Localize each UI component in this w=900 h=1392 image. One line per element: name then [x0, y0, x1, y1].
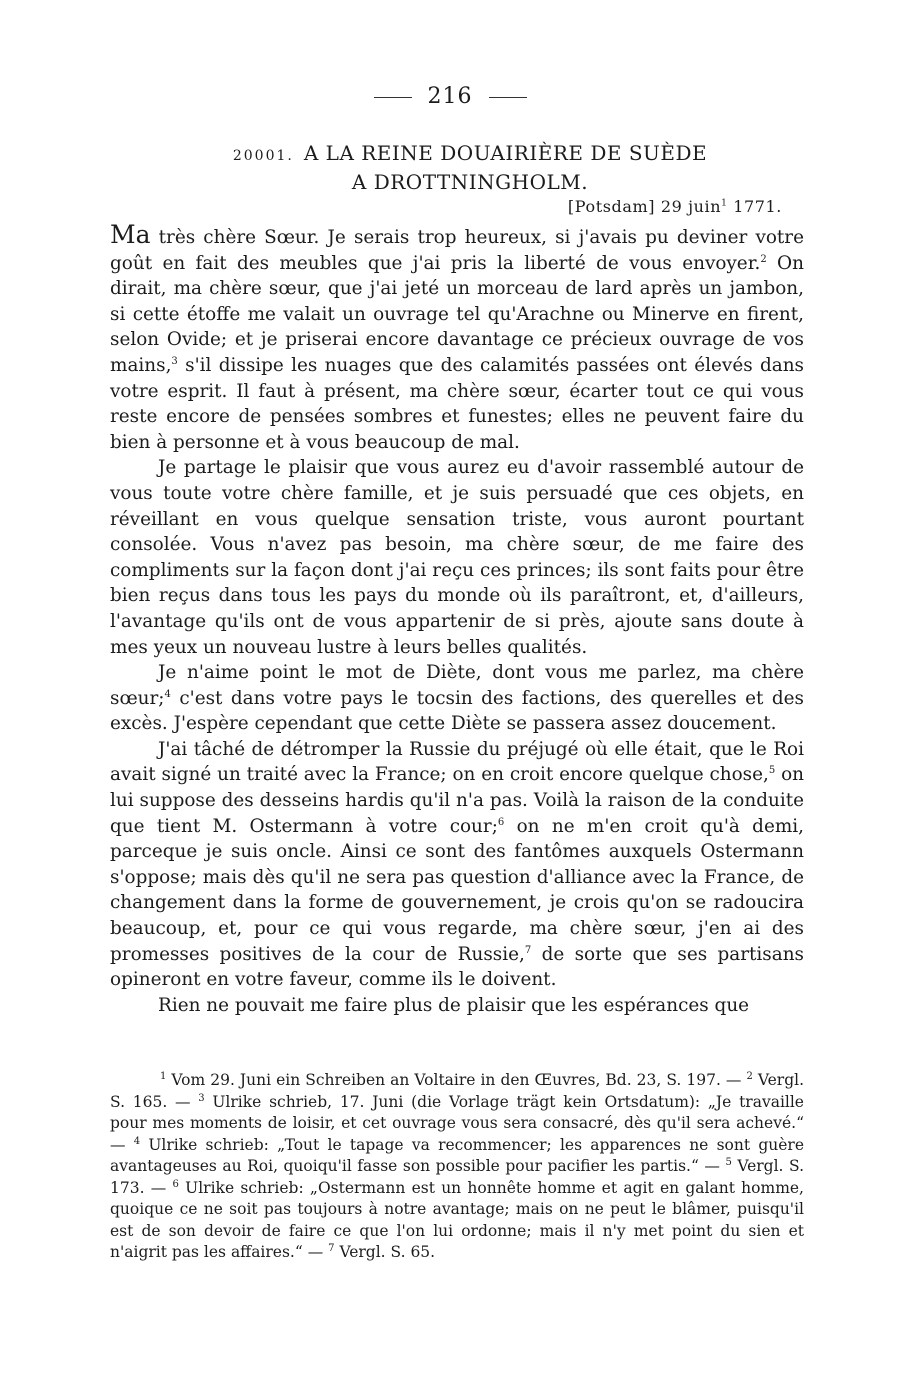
rule-left: [374, 97, 412, 98]
footnotes: [110, 1070, 804, 1264]
text-run: on ne m'en croit qu'à demi, parceque je suis oncle. Ainsi ce sont des fantômes auxquels Ostermann s'oppose; mais dès qu'il ne sera pas question d'alliance avec la France, de changement dans la forme de gouvernement, je crois qu'on se radoucira beaucoup, et, pour ce qui vous regarde, ma chère sœur, j'en ai des promesses positives de la cour de Russie,: [110, 815, 805, 965]
footnote-text: Ulrike schrieb: „Tout le tapage va recommencer; les apparences ne sont guère avantageuses au Roi, quoiqu'il fasse son possible pour pacifier les partis.“ —: [110, 1135, 804, 1175]
paragraph-2: Je partage le plaisir que vous aurez eu d'avoir rassemblé autour de vous toute votre chère famille, et je suis persuadé que ces objets, en réveillant en vous quelque sensation triste, vous auront pourtant consolée. Vous n'avez pas besoin, ma chère sœur, de me faire des compliments sur la façon dont j'ai reçu ces princes; ils sont faits pour être bien reçus dans tous les pays du monde où ils paraîtront, et, d'ailleurs, l'avantage qu'ils ont de vous appartenir de si près, ajoute sans doute à mes yeux un nouveau lustre à leurs belles qualités.: [110, 457, 804, 658]
text-run: on lui suppose des desseins hardis qu'il n'a pas. Voilà la raison de la conduite que tient M. Ostermann à votre cour;: [110, 764, 805, 837]
letter-body: [110, 222, 804, 1018]
text-run: J'ai tâché de détromper la Russie du préjugé où elle était, que le Roi avait signé un traité avec la France; on en croit encore quelque chose,: [110, 738, 804, 786]
paragraph-5: Rien ne pouvait me faire plus de plaisir que les espérances que: [158, 994, 750, 1016]
text-run: On dirait, ma chère sœur, que j'ai jeté un morceau de lard après un jambon, si cette étoffe me valait un ouvrage tel qu'Arachne ou Minerve en firent, selon Ovide; et je priserai encore davantage ce précieux ouvrage de vos mains,: [110, 252, 804, 376]
footnote-ref: 2: [760, 253, 767, 265]
page-number: [0, 84, 900, 109]
footnote-mark: 4: [133, 1135, 141, 1147]
footnote-mark: 2: [746, 1070, 753, 1082]
footnote-text: Vergl. S. 165. —: [110, 1071, 804, 1111]
footnote-mark: 3: [198, 1092, 205, 1104]
text-run: Je n'aime point le mot de Diète, dont vous me parlez, ma chère sœur;: [110, 662, 804, 709]
heading-title-1: A LA REINE DOUAIRIÈRE DE SUÈDE: [303, 141, 708, 165]
footnote-ref: 4: [164, 688, 171, 700]
text-run: de sorte que ses partisans opineront en votre faveur, comme ils le doivent.: [110, 943, 804, 991]
footnote-text: Vergl. S. 173. —: [110, 1157, 804, 1197]
footnote-ref: 1: [721, 198, 728, 209]
letter-heading: [120, 140, 820, 195]
footnote-block: [110, 1070, 804, 1264]
footnote-text: Vom 29. Juni ein Schreiben an Voltaire in den Œuvres, Bd. 23, S. 197. —: [166, 1071, 747, 1089]
dateline-year: 1771.: [733, 197, 782, 216]
footnote-text: Vergl. S. 65.: [334, 1243, 436, 1261]
footnote-ref: 7: [524, 944, 532, 956]
footnote-mark: 6: [172, 1178, 179, 1190]
dateline: [568, 197, 782, 216]
footnote-ref: 6: [497, 816, 505, 828]
letter-number: 20001.: [232, 148, 294, 164]
paragraph-3: [110, 660, 804, 737]
dateline-date: 29 juin: [660, 197, 722, 216]
footnote-ref: 3: [171, 355, 178, 367]
footnote-mark: 7: [328, 1242, 335, 1254]
heading-title-2: A DROTTNINGHOLM.: [351, 170, 589, 194]
dateline-place: [Potsdam]: [567, 197, 656, 216]
footnote-ref: 5: [768, 765, 776, 777]
rule-right: [489, 97, 527, 98]
text-run: c'est dans votre pays le tocsin des factions, des querelles et des excès. J'espère cependant que cette Diète se passera assez doucement.: [110, 687, 804, 735]
text-run: s'il dissipe les nuages que des calamités passées ont élevés dans votre esprit. Il faut à présent, ma chère sœur, écarter tout ce qui vous reste encore de pensées sombres et funestes; elles ne peuvent faire du bien à personne et à vous beaucoup de mal.: [110, 354, 804, 453]
initial-letters: Ma: [110, 220, 151, 249]
footnote-mark: 1: [160, 1070, 167, 1082]
paragraph-1: [110, 222, 804, 455]
footnote-text: Ulrike schrieb: „Ostermann est un honnête homme et agit en galant homme, quoique ce ne soit pas toujours à notre avantage; mais on ne peut le blâmer, puisqu'il est de son devoir de faire ce que l'on lui ordonne; mais il n'y met point du sien et n'aigrit pas les affaires.“ —: [110, 1178, 804, 1261]
footnote-text: Ulrike schrieb, 17. Juni (die Vorlage trägt kein Ortsdatum): „Je travaille pour mes moments de loisir, et cet ouvrage vous sera consacré, dès qu'il sera achevé.“ —: [110, 1092, 804, 1154]
text-run: très chère Sœur. Je serais trop heureux, si j'avais pu deviner votre goût en fait des meubles que j'ai pris la liberté de vous envoyer.: [110, 227, 804, 274]
heading-line-1: [120, 140, 820, 169]
paragraph-4: [110, 737, 804, 993]
page-number-text: 216: [427, 84, 473, 109]
footnote-mark: 5: [725, 1156, 732, 1168]
